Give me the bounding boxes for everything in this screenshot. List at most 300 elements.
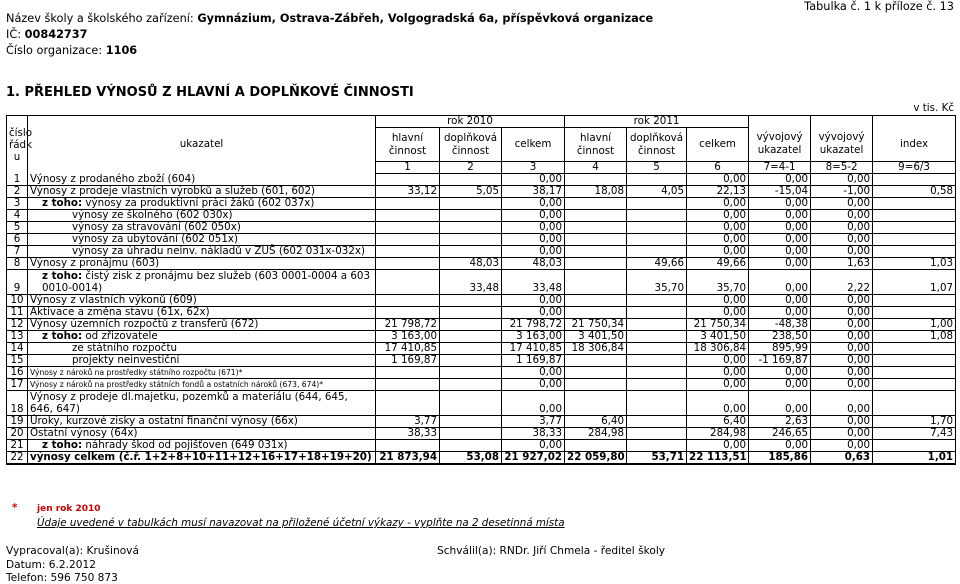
table-cell	[627, 295, 687, 307]
org-name-label: Název školy a školského zařízení:	[6, 12, 194, 25]
table-cell	[627, 428, 687, 440]
table-cell	[376, 440, 440, 452]
table-row	[7, 319, 956, 331]
footnote-note: Údaje uvedené v tabulkách musí navazovat na přiložené účetní výkazy - vyplňte na 2 desetinná místa	[37, 517, 565, 529]
row-label: výnosy za stravování (602 050x)	[28, 222, 376, 234]
table-cell: 4,05	[627, 186, 687, 198]
table-row	[7, 391, 956, 416]
table-cell	[873, 367, 956, 379]
row-number: 20	[7, 428, 28, 440]
table-cell	[565, 258, 627, 270]
table-cell	[873, 222, 956, 234]
row-label: výnosy za úhradu neinv. nákladů v ZUŠ (602 031x-032x)	[28, 246, 376, 258]
table-cell: 0,00	[749, 246, 811, 258]
table-cell: 1,63	[811, 258, 873, 270]
table-cell: 1,08	[873, 331, 956, 343]
row-number: 19	[7, 416, 28, 428]
table-cell: 0,00	[687, 246, 749, 258]
table-cell	[440, 307, 502, 319]
table-cell	[440, 391, 502, 416]
table-cell: 0,00	[811, 198, 873, 210]
code-cell: 6	[687, 162, 749, 174]
table-reference: Tabulka č. 1 k příloze č. 13	[804, 0, 954, 13]
table-row	[7, 246, 956, 258]
table-cell: 18 306,84	[687, 343, 749, 355]
table-cell: 0,00	[811, 234, 873, 246]
table-cell	[440, 367, 502, 379]
table-cell: 3 401,50	[565, 331, 627, 343]
table-cell: 21 750,34	[687, 319, 749, 331]
row-label: Výnosy z prodeje vlastních výrobků a služeb (601, 602)	[28, 186, 376, 198]
table-cell: 0,00	[749, 391, 811, 416]
table-cell	[440, 428, 502, 440]
table-row	[7, 440, 956, 452]
header-row-number: číslo řádk u	[9, 126, 33, 163]
table-cell: 18 306,84	[565, 343, 627, 355]
table-cell: 3,77	[502, 416, 565, 428]
table-row	[7, 428, 956, 440]
header-dev2: vývojový ukazatel	[811, 128, 873, 162]
table-cell: 0,00	[687, 307, 749, 319]
org-number-label: Číslo organizace:	[6, 44, 103, 57]
code-cell: 1	[376, 162, 440, 174]
row-number: 6	[7, 234, 28, 246]
approved-by: Schválil(a): RNDr. Jiří Chmela - ředitel školy	[437, 545, 666, 557]
row-number: 9	[7, 270, 28, 295]
table-cell	[565, 270, 627, 295]
table-cell: -48,38	[749, 319, 811, 331]
table-cell	[565, 222, 627, 234]
table-cell: 1,07	[873, 270, 956, 295]
prepared-by: Vypracoval(a): Krušinová	[6, 545, 139, 557]
table-cell	[440, 355, 502, 367]
table-cell	[627, 440, 687, 452]
table-cell: 35,70	[687, 270, 749, 295]
row-number: 1	[7, 174, 28, 186]
table-cell: 0,00	[749, 295, 811, 307]
table-cell	[627, 210, 687, 222]
table-cell: 0,00	[687, 222, 749, 234]
table-cell: 1,70	[873, 416, 956, 428]
table-row	[7, 343, 956, 355]
table-cell: 0,00	[749, 222, 811, 234]
table-cell	[376, 246, 440, 258]
table-cell: 0,00	[811, 174, 873, 186]
table-cell: 0,00	[749, 258, 811, 270]
table-cell	[376, 210, 440, 222]
row-label: projekty neinvestiční	[28, 355, 376, 367]
table-cell	[376, 234, 440, 246]
date: Datum: 6.2.2012	[6, 559, 96, 571]
table-cell: 1 169,87	[502, 355, 565, 367]
table-cell	[376, 258, 440, 270]
table-row	[7, 174, 956, 186]
table-cell: 0,00	[687, 367, 749, 379]
row-number: 13	[7, 331, 28, 343]
table-cell: 0,00	[811, 428, 873, 440]
table-cell	[565, 174, 627, 186]
table-cell	[565, 295, 627, 307]
table-cell: 0,00	[749, 174, 811, 186]
code-cell: 9=6/3	[873, 162, 956, 174]
header-indicator: ukazatel	[28, 116, 376, 174]
table-cell	[376, 367, 440, 379]
table-cell	[440, 210, 502, 222]
table-cell	[440, 234, 502, 246]
code-cell: 2	[440, 162, 502, 174]
table-cell: 5,05	[440, 186, 502, 198]
table-cell	[565, 440, 627, 452]
table-cell: 6,40	[687, 416, 749, 428]
table-cell: 0,00	[749, 307, 811, 319]
header-main-2010: hlavní činnost	[376, 128, 440, 162]
table-cell	[376, 174, 440, 186]
table-cell: 21 750,34	[565, 319, 627, 331]
org-number-value: 1106	[105, 44, 138, 57]
table-cell	[565, 234, 627, 246]
row-label: výnosy za ubytování (602 051x)	[28, 234, 376, 246]
table-cell	[440, 222, 502, 234]
table-cell	[565, 210, 627, 222]
table-cell	[627, 343, 687, 355]
table-cell	[627, 319, 687, 331]
table-cell: 0,00	[687, 440, 749, 452]
row-label: ze státního rozpočtu	[28, 343, 376, 355]
table-cell: 2,22	[811, 270, 873, 295]
table-cell	[627, 379, 687, 391]
table-cell: 18,08	[565, 186, 627, 198]
row-label: Aktivace a změna stavu (61x, 62x)	[28, 307, 376, 319]
table-cell: 48,03	[440, 258, 502, 270]
row-label: z toho: náhrady škod od pojišťoven (649 031x)	[28, 440, 376, 452]
table-cell	[627, 222, 687, 234]
units-label: v tis. Kč	[913, 102, 954, 114]
table-cell: 0,00	[687, 234, 749, 246]
revenue-table	[6, 115, 956, 465]
row-label: Ostatní výnosy (64x)	[28, 428, 376, 440]
table-cell: 0,00	[502, 222, 565, 234]
table-cell	[376, 198, 440, 210]
table-cell	[627, 416, 687, 428]
row-number: 17	[7, 379, 28, 391]
table-cell: 53,71	[627, 452, 687, 465]
ico-value: 00842737	[24, 28, 88, 41]
table-row	[7, 452, 956, 465]
table-cell: 0,63	[811, 452, 873, 465]
table-cell: 17 410,85	[502, 343, 565, 355]
table-cell: 2,63	[749, 416, 811, 428]
table-cell: -1,00	[811, 186, 873, 198]
row-label: Výnosy z pronájmu (603)	[28, 258, 376, 270]
code-cell: 4	[565, 162, 627, 174]
table-cell	[440, 246, 502, 258]
table-cell	[627, 246, 687, 258]
ico-label: IČ:	[6, 28, 22, 41]
table-cell: 22,13	[687, 186, 749, 198]
row-number: 3	[7, 198, 28, 210]
table-cell	[440, 379, 502, 391]
table-cell	[440, 198, 502, 210]
table-cell	[627, 367, 687, 379]
table-cell: 3 163,00	[376, 331, 440, 343]
table-cell: 0,00	[749, 440, 811, 452]
table-row	[7, 198, 956, 210]
table-cell: 0,00	[811, 210, 873, 222]
table-cell: 33,48	[440, 270, 502, 295]
table-cell	[873, 440, 956, 452]
row-number: 12	[7, 319, 28, 331]
table-cell: 0,00	[811, 355, 873, 367]
table-cell: 1,01	[873, 452, 956, 465]
table-cell: 0,00	[687, 355, 749, 367]
table-row	[7, 379, 956, 391]
table-cell: 246,65	[749, 428, 811, 440]
org-number-line	[6, 44, 137, 58]
table-cell	[565, 198, 627, 210]
table-cell: 0,00	[502, 234, 565, 246]
table-cell: -15,04	[749, 186, 811, 198]
table-cell	[873, 355, 956, 367]
table-cell	[873, 210, 956, 222]
row-label: z toho: výnosy za produktivní práci žáků (602 037x)	[28, 198, 376, 210]
table-cell: 0,00	[502, 174, 565, 186]
table-cell: 22 059,80	[565, 452, 627, 465]
row-label: z toho: od zřizovatele	[28, 331, 376, 343]
table-cell	[440, 174, 502, 186]
row-label: výnosy ze školného (602 030x)	[28, 210, 376, 222]
table-cell	[873, 234, 956, 246]
table-cell: 0,00	[811, 379, 873, 391]
footnote-mark: *	[12, 502, 18, 514]
table-cell: 185,86	[749, 452, 811, 465]
ico-line	[6, 28, 88, 42]
table-cell: 7,43	[873, 428, 956, 440]
table-cell	[873, 174, 956, 186]
table-row	[7, 331, 956, 343]
table-cell: 21 798,72	[502, 319, 565, 331]
code-cell: 3	[502, 162, 565, 174]
table-cell	[565, 307, 627, 319]
table-cell	[440, 440, 502, 452]
row-number: 4	[7, 210, 28, 222]
table-cell: 0,00	[811, 307, 873, 319]
row-label: Výnosy z nároků na prostředky státního rozpočtu (671)*	[28, 367, 376, 379]
row-label: Úroky, kurzové zisky a ostatní finanční výnosy (66x)	[28, 416, 376, 428]
table-cell	[627, 198, 687, 210]
header-year-2010: rok 2010	[376, 116, 565, 128]
table-cell	[873, 246, 956, 258]
table-row	[7, 416, 956, 428]
row-number: 21	[7, 440, 28, 452]
header-total-2011: celkem	[687, 128, 749, 162]
row-number: 22	[7, 452, 28, 465]
row-number: 7	[7, 246, 28, 258]
header-total-2010: celkem	[502, 128, 565, 162]
row-number: 2	[7, 186, 28, 198]
code-cell: 7=4-1	[749, 162, 811, 174]
table-row	[7, 307, 956, 319]
table-cell: 0,00	[749, 379, 811, 391]
table-cell: 6,40	[565, 416, 627, 428]
table-cell: 0,00	[811, 343, 873, 355]
table-cell: 0,00	[502, 379, 565, 391]
table-cell: 0,00	[502, 246, 565, 258]
table-cell: 0,00	[502, 198, 565, 210]
table-cell: 17 410,85	[376, 343, 440, 355]
table-cell	[873, 343, 956, 355]
row-label: Výnosy z prodeje dl.majetku, pozemků a materiálu (644, 645, 646, 647)	[28, 391, 376, 416]
table-cell: 49,66	[687, 258, 749, 270]
table-cell	[440, 319, 502, 331]
table-cell: 3 401,50	[687, 331, 749, 343]
row-label: Výnosy z vlastních výkonů (609)	[28, 295, 376, 307]
table-cell: 49,66	[627, 258, 687, 270]
table-cell	[873, 391, 956, 416]
table-cell	[376, 379, 440, 391]
row-label: Výnosy z nároků na prostředky státních fondů a ostatních nároků (673, 674)*	[28, 379, 376, 391]
table-cell: 0,00	[749, 210, 811, 222]
table-cell: 1,00	[873, 319, 956, 331]
table-cell: 0,00	[811, 331, 873, 343]
row-number: 14	[7, 343, 28, 355]
header-dev1: vývojový ukazatel	[749, 128, 811, 162]
row-label: Výnosy z prodaného zboží (604)	[28, 174, 376, 186]
table-cell: 22 113,51	[687, 452, 749, 465]
table-cell	[565, 367, 627, 379]
code-cell: 5	[627, 162, 687, 174]
table-cell: 21 927,02	[502, 452, 565, 465]
table-cell: -1 169,87	[749, 355, 811, 367]
table-cell	[440, 331, 502, 343]
table-row	[7, 258, 956, 270]
table-cell: 38,33	[376, 428, 440, 440]
table-cell	[873, 307, 956, 319]
code-cell: 8=5-2	[811, 162, 873, 174]
phone: Telefon: 596 750 873	[6, 572, 118, 584]
table-cell: 0,00	[811, 319, 873, 331]
table-cell	[565, 379, 627, 391]
table-cell: 48,03	[502, 258, 565, 270]
table-cell	[627, 355, 687, 367]
table-cell: 895,99	[749, 343, 811, 355]
table-cell: 0,00	[811, 222, 873, 234]
table-cell: 38,17	[502, 186, 565, 198]
org-name-value: Gymnázium, Ostrava-Zábřeh, Volgogradská 6a, příspěvková organizace	[197, 12, 654, 25]
table-cell: 0,00	[811, 416, 873, 428]
table-cell: 38,33	[502, 428, 565, 440]
table-cell: 0,00	[502, 391, 565, 416]
table-cell: 0,00	[687, 391, 749, 416]
table-cell	[565, 391, 627, 416]
table-cell	[376, 222, 440, 234]
table-cell	[627, 331, 687, 343]
table-cell: 3 163,00	[502, 331, 565, 343]
table-cell: 0,00	[502, 367, 565, 379]
row-number: 10	[7, 295, 28, 307]
table-row	[7, 355, 956, 367]
table-cell	[440, 416, 502, 428]
table-cell	[627, 174, 687, 186]
table-cell: 0,00	[749, 367, 811, 379]
row-number: 15	[7, 355, 28, 367]
table-cell	[873, 198, 956, 210]
table-cell: 0,00	[502, 440, 565, 452]
table-cell	[873, 379, 956, 391]
table-cell	[627, 234, 687, 246]
row-label: Výnosy územních rozpočtů z transferů (672)	[28, 319, 376, 331]
table-cell	[873, 295, 956, 307]
header-year-2011: rok 2011	[565, 116, 749, 128]
header-supp-2011: doplňková činnost	[627, 128, 687, 162]
table-cell: 284,98	[565, 428, 627, 440]
header-main-2011: hlavní činnost	[565, 128, 627, 162]
table-row	[7, 367, 956, 379]
table-cell: 0,00	[687, 210, 749, 222]
table-cell	[627, 391, 687, 416]
table-cell	[565, 355, 627, 367]
table-cell: 238,50	[749, 331, 811, 343]
table-cell: 0,00	[811, 295, 873, 307]
table-cell: 0,00	[687, 174, 749, 186]
table-cell	[440, 295, 502, 307]
footnote-text: jen rok 2010	[37, 504, 101, 514]
row-label: z toho: čistý zisk z pronájmu bez služeb (603 0001-0004 a 603 0010-0014)	[28, 270, 376, 295]
table-cell: 0,00	[749, 270, 811, 295]
table-row	[7, 210, 956, 222]
row-number: 11	[7, 307, 28, 319]
table-cell: 0,00	[502, 295, 565, 307]
org-name-line	[6, 12, 653, 26]
table-cell: 284,98	[687, 428, 749, 440]
table-row	[7, 186, 956, 198]
page-title: 1. PŘEHLED VÝNOSŮ Z HLAVNÍ A DOPLŇKOVÉ ČINNOSTI	[6, 85, 414, 100]
table-cell	[376, 307, 440, 319]
table-cell	[627, 307, 687, 319]
table-cell: 0,00	[687, 295, 749, 307]
table-cell: 0,00	[749, 198, 811, 210]
table-cell	[440, 343, 502, 355]
table-row	[7, 234, 956, 246]
table-cell: 0,00	[811, 367, 873, 379]
table-cell: 35,70	[627, 270, 687, 295]
table-cell: 0,00	[811, 440, 873, 452]
table-cell: 0,00	[749, 234, 811, 246]
row-number: 18	[7, 391, 28, 416]
table-cell: 0,00	[687, 379, 749, 391]
table-cell: 0,00	[502, 210, 565, 222]
table-cell: 0,00	[811, 246, 873, 258]
table-row	[7, 295, 956, 307]
table-cell: 0,00	[687, 198, 749, 210]
table-cell: 33,12	[376, 186, 440, 198]
table-cell	[565, 246, 627, 258]
table-cell: 21 873,94	[376, 452, 440, 465]
table-cell: 33,48	[502, 270, 565, 295]
row-number: 8	[7, 258, 28, 270]
table-cell	[376, 295, 440, 307]
row-label: výnosy celkem (č.ř. 1+2+8+10+11+12+16+17+18+19+20)	[28, 452, 376, 465]
table-cell: 53,08	[440, 452, 502, 465]
row-number: 5	[7, 222, 28, 234]
header-index: index	[873, 128, 956, 162]
table-cell: 21 798,72	[376, 319, 440, 331]
table-cell: 0,00	[811, 391, 873, 416]
table-cell	[376, 270, 440, 295]
table-cell	[376, 391, 440, 416]
table-row	[7, 222, 956, 234]
table-cell: 0,58	[873, 186, 956, 198]
table-row	[7, 270, 956, 295]
